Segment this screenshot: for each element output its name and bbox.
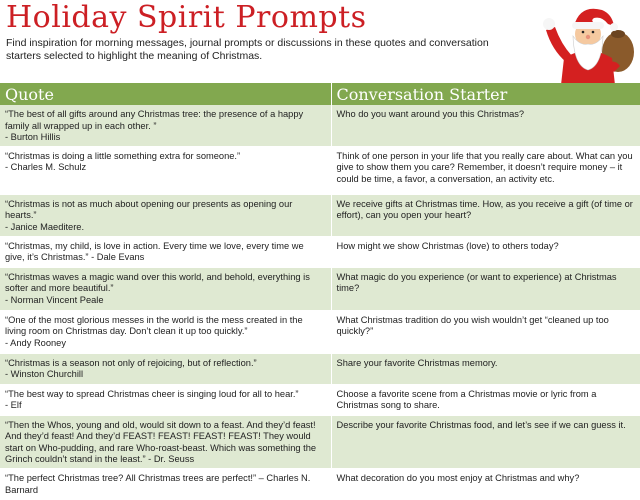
quote-cell <box>0 384 331 415</box>
starter-cell: What Christmas tradition do you wish wouldn’t get “cleaned up too quickly?” <box>331 310 640 353</box>
starter-cell: We receive gifts at Christmas time. How, as you receive a gift (of time or effort), can you open your heart? <box>331 194 640 236</box>
starter-cell: How might we show Christmas (love) to others today? <box>331 236 640 267</box>
quote-text: “Christmas is doing a little something extra for someone.” <box>5 150 241 161</box>
starter-cell: Choose a favorite scene from a Christmas movie or lyric from a Christmas song to share. <box>331 384 640 415</box>
intro-text: Find inspiration for morning messages, journal prompts or discussions in these quotes and conversation starters selected to highlight the meaning of Christmas. <box>6 37 489 62</box>
quote-text: “The best of all gifts around any Christmas tree: the presence of a happy family all wrapped up in each other. ” <box>5 109 304 131</box>
quote-cell <box>0 468 331 499</box>
quote-text: “One of the most glorious messes in the world is the mess created in the living room on Christmas day. Don’t clean it up too quickly.” <box>5 314 303 337</box>
quote-cell <box>0 194 331 236</box>
page-title: Holiday Spirit Prompts <box>6 0 367 35</box>
starter-cell: Think of one person in your life that you really care about. What can you give to show them you care? Remember, it doesn’t require money – it could be time, a favor, a conversation, an activity etc. <box>331 146 640 194</box>
table-row <box>0 194 640 236</box>
quote-text: “The best way to spread Christmas cheer is singing loud for all to hear.” <box>5 388 299 399</box>
table-row <box>0 310 640 353</box>
quote-text: “Christmas waves a magic wand over this world, and behold, everything is softer and more beautiful.” <box>5 271 310 294</box>
table-row <box>0 236 640 267</box>
table-header-row <box>0 83 640 105</box>
quote-source: - Andy Rooney <box>5 337 66 348</box>
quote-cell <box>0 105 331 146</box>
starter-cell: What magic do you experience (or want to experience) at Christmas time? <box>331 267 640 310</box>
quote-cell <box>0 353 331 384</box>
table-row <box>0 384 640 415</box>
quote-source: - Elf <box>5 400 22 411</box>
table-row <box>0 468 640 499</box>
table-row <box>0 353 640 384</box>
table-row <box>0 267 640 310</box>
quote-text: “Christmas is a season not only of rejoicing, but of reflection.” <box>5 357 257 368</box>
starter-cell: Who do you want around you this Christmas? <box>331 105 640 146</box>
quote-text: “Then the Whos, young and old, would sit down to a feast. And they’d feast! And they’d feast! And they’d FEAST! FEAST! FEAST! FEAST! They would start on Who-pudding, and rare Who-roast-beast. Which was something the Grinch couldn’t stand in the least.” - Dr. Seuss <box>5 419 317 465</box>
quote-cell <box>0 146 331 194</box>
header-conversation-starter: Conversation Starter <box>331 83 640 105</box>
starter-cell: What decoration do you most enjoy at Christmas and why? <box>331 468 640 499</box>
quote-cell <box>0 415 331 468</box>
table-row <box>0 415 640 468</box>
starter-cell: Describe your favorite Christmas food, and let’s see if we can guess it. <box>331 415 640 468</box>
quote-source: - Norman Vincent Peale <box>5 294 104 305</box>
quote-text: “Christmas, my child, is love in action. Every time we love, every time we give, it’s Christmas.” - Dale Evans <box>5 240 304 263</box>
quote-cell <box>0 236 331 267</box>
prompts-table <box>0 83 640 500</box>
quote-source: - Winston Churchill <box>5 369 84 380</box>
quote-text: “Christmas is not as much about opening our presents as opening our hearts.” <box>5 198 293 221</box>
quote-source: - Charles M. Schulz <box>5 162 87 173</box>
table-row <box>0 146 640 194</box>
quote-source: - Burton Hillis <box>5 132 61 143</box>
table-row <box>0 105 640 146</box>
quote-cell <box>0 267 331 310</box>
starter-cell: Share your favorite Christmas memory. <box>331 353 640 384</box>
quote-cell <box>0 310 331 353</box>
quote-text: “The perfect Christmas tree? All Christmas trees are perfect!” – Charles N. Barnard <box>5 472 311 495</box>
quote-source: - Janice Maeditere. <box>5 221 85 232</box>
header-quote: Quote <box>0 83 331 105</box>
